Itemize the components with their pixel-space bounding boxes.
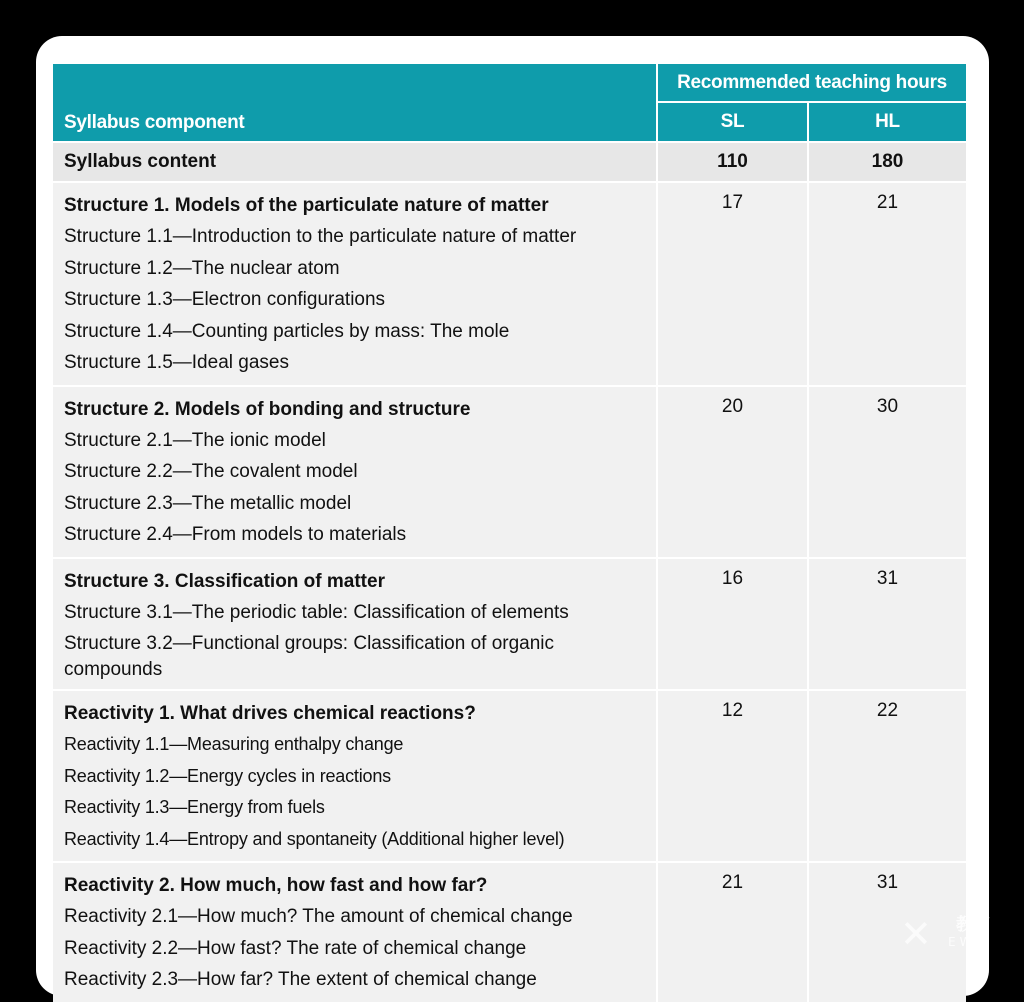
syllabus-content-row <box>53 142 966 182</box>
syllabus-content-sl: 110 <box>657 142 808 182</box>
header-recommended-hours: Recommended teaching hours <box>657 64 966 102</box>
section-row-reactivity-1 <box>53 690 966 862</box>
topic-item: Structure 2.3—The metallic model <box>64 492 352 514</box>
topic-item: Structure 1.4—Counting particles by mass: The mole <box>64 320 510 342</box>
topic-item: Structure 1.3—Electron configurations <box>64 289 386 310</box>
topic-item: Reactivity 1.3—Energy from fuels <box>64 797 325 817</box>
topic-item: Structure 1.5—Ideal gases <box>64 352 289 373</box>
topic-item: Reactivity 2.3—How far? The extent of chemical change <box>64 969 537 990</box>
syllabus-content-hl: 180 <box>808 142 966 182</box>
topic-item: Structure 2.4—From models to materials <box>64 524 407 545</box>
section-hl-hours: 30 <box>808 386 966 558</box>
syllabus-table <box>53 64 966 1002</box>
section-hl-hours: 21 <box>808 182 966 386</box>
topic-item: Structure 1.2—The nuclear atom <box>64 257 340 279</box>
topic-item: Structure 2.2—The covalent model <box>64 461 358 482</box>
section-row-reactivity-2 <box>53 862 966 1002</box>
section-title: Reactivity 2. How much, how fast and how far? <box>64 875 488 896</box>
section-hl-hours: 31 <box>808 558 966 691</box>
section-sl-hours: 12 <box>657 690 808 862</box>
section-row-structure-3 <box>53 558 966 691</box>
topic-item: Reactivity 1.2—Energy cycles in reactions <box>64 765 391 786</box>
watermark <box>900 908 1024 955</box>
section-row-structure-1 <box>53 182 966 386</box>
header-syllabus-component: Syllabus component <box>53 64 657 142</box>
watermark-brand-sub: EW <box>948 935 976 949</box>
section-title: Reactivity 1. What drives chemical reactions? <box>64 703 476 724</box>
topic-item: Reactivity 1.4—Entropy and spontaneity (Additional higher level) <box>64 828 565 849</box>
topic-item: Reactivity 2.2—How fast? The rate of chemical change <box>64 937 527 959</box>
section-title: Structure 2. Models of bonding and structure <box>64 398 471 420</box>
watermark-brand-text: 教育 <box>956 915 990 935</box>
section-row-structure-2 <box>53 386 966 558</box>
topic-item: Structure 3.2—Functional groups: Classification of organic compounds <box>64 633 555 680</box>
section-title: Structure 3. Classification of matter <box>64 570 385 592</box>
watermark-logo-icon: ✕ <box>900 912 932 956</box>
section-sl-hours: 20 <box>657 386 808 558</box>
topic-item: Structure 2.1—The ionic model <box>64 429 326 451</box>
header-hl: HL <box>808 102 966 142</box>
section-sl-hours: 21 <box>657 862 808 1002</box>
topic-item: Reactivity 2.1—How much? The amount of chemical change <box>64 906 573 927</box>
section-sl-hours: 16 <box>657 558 808 691</box>
section-sl-hours: 17 <box>657 182 808 386</box>
header-sl: SL <box>657 102 808 142</box>
section-hl-hours: 31 <box>808 862 966 1002</box>
topic-item: Structure 1.1—Introduction to the particulate nature of matter <box>64 226 577 247</box>
topic-item: Reactivity 1.1—Measuring enthalpy change <box>64 734 404 754</box>
syllabus-card <box>36 36 989 996</box>
header-row-1 <box>53 64 966 102</box>
section-title: Structure 1. Models of the particulate nature of matter <box>64 195 549 216</box>
topic-item: Structure 3.1—The periodic table: Classification of elements <box>64 601 569 623</box>
syllabus-content-label: Syllabus content <box>53 142 657 182</box>
section-hl-hours: 22 <box>808 690 966 862</box>
